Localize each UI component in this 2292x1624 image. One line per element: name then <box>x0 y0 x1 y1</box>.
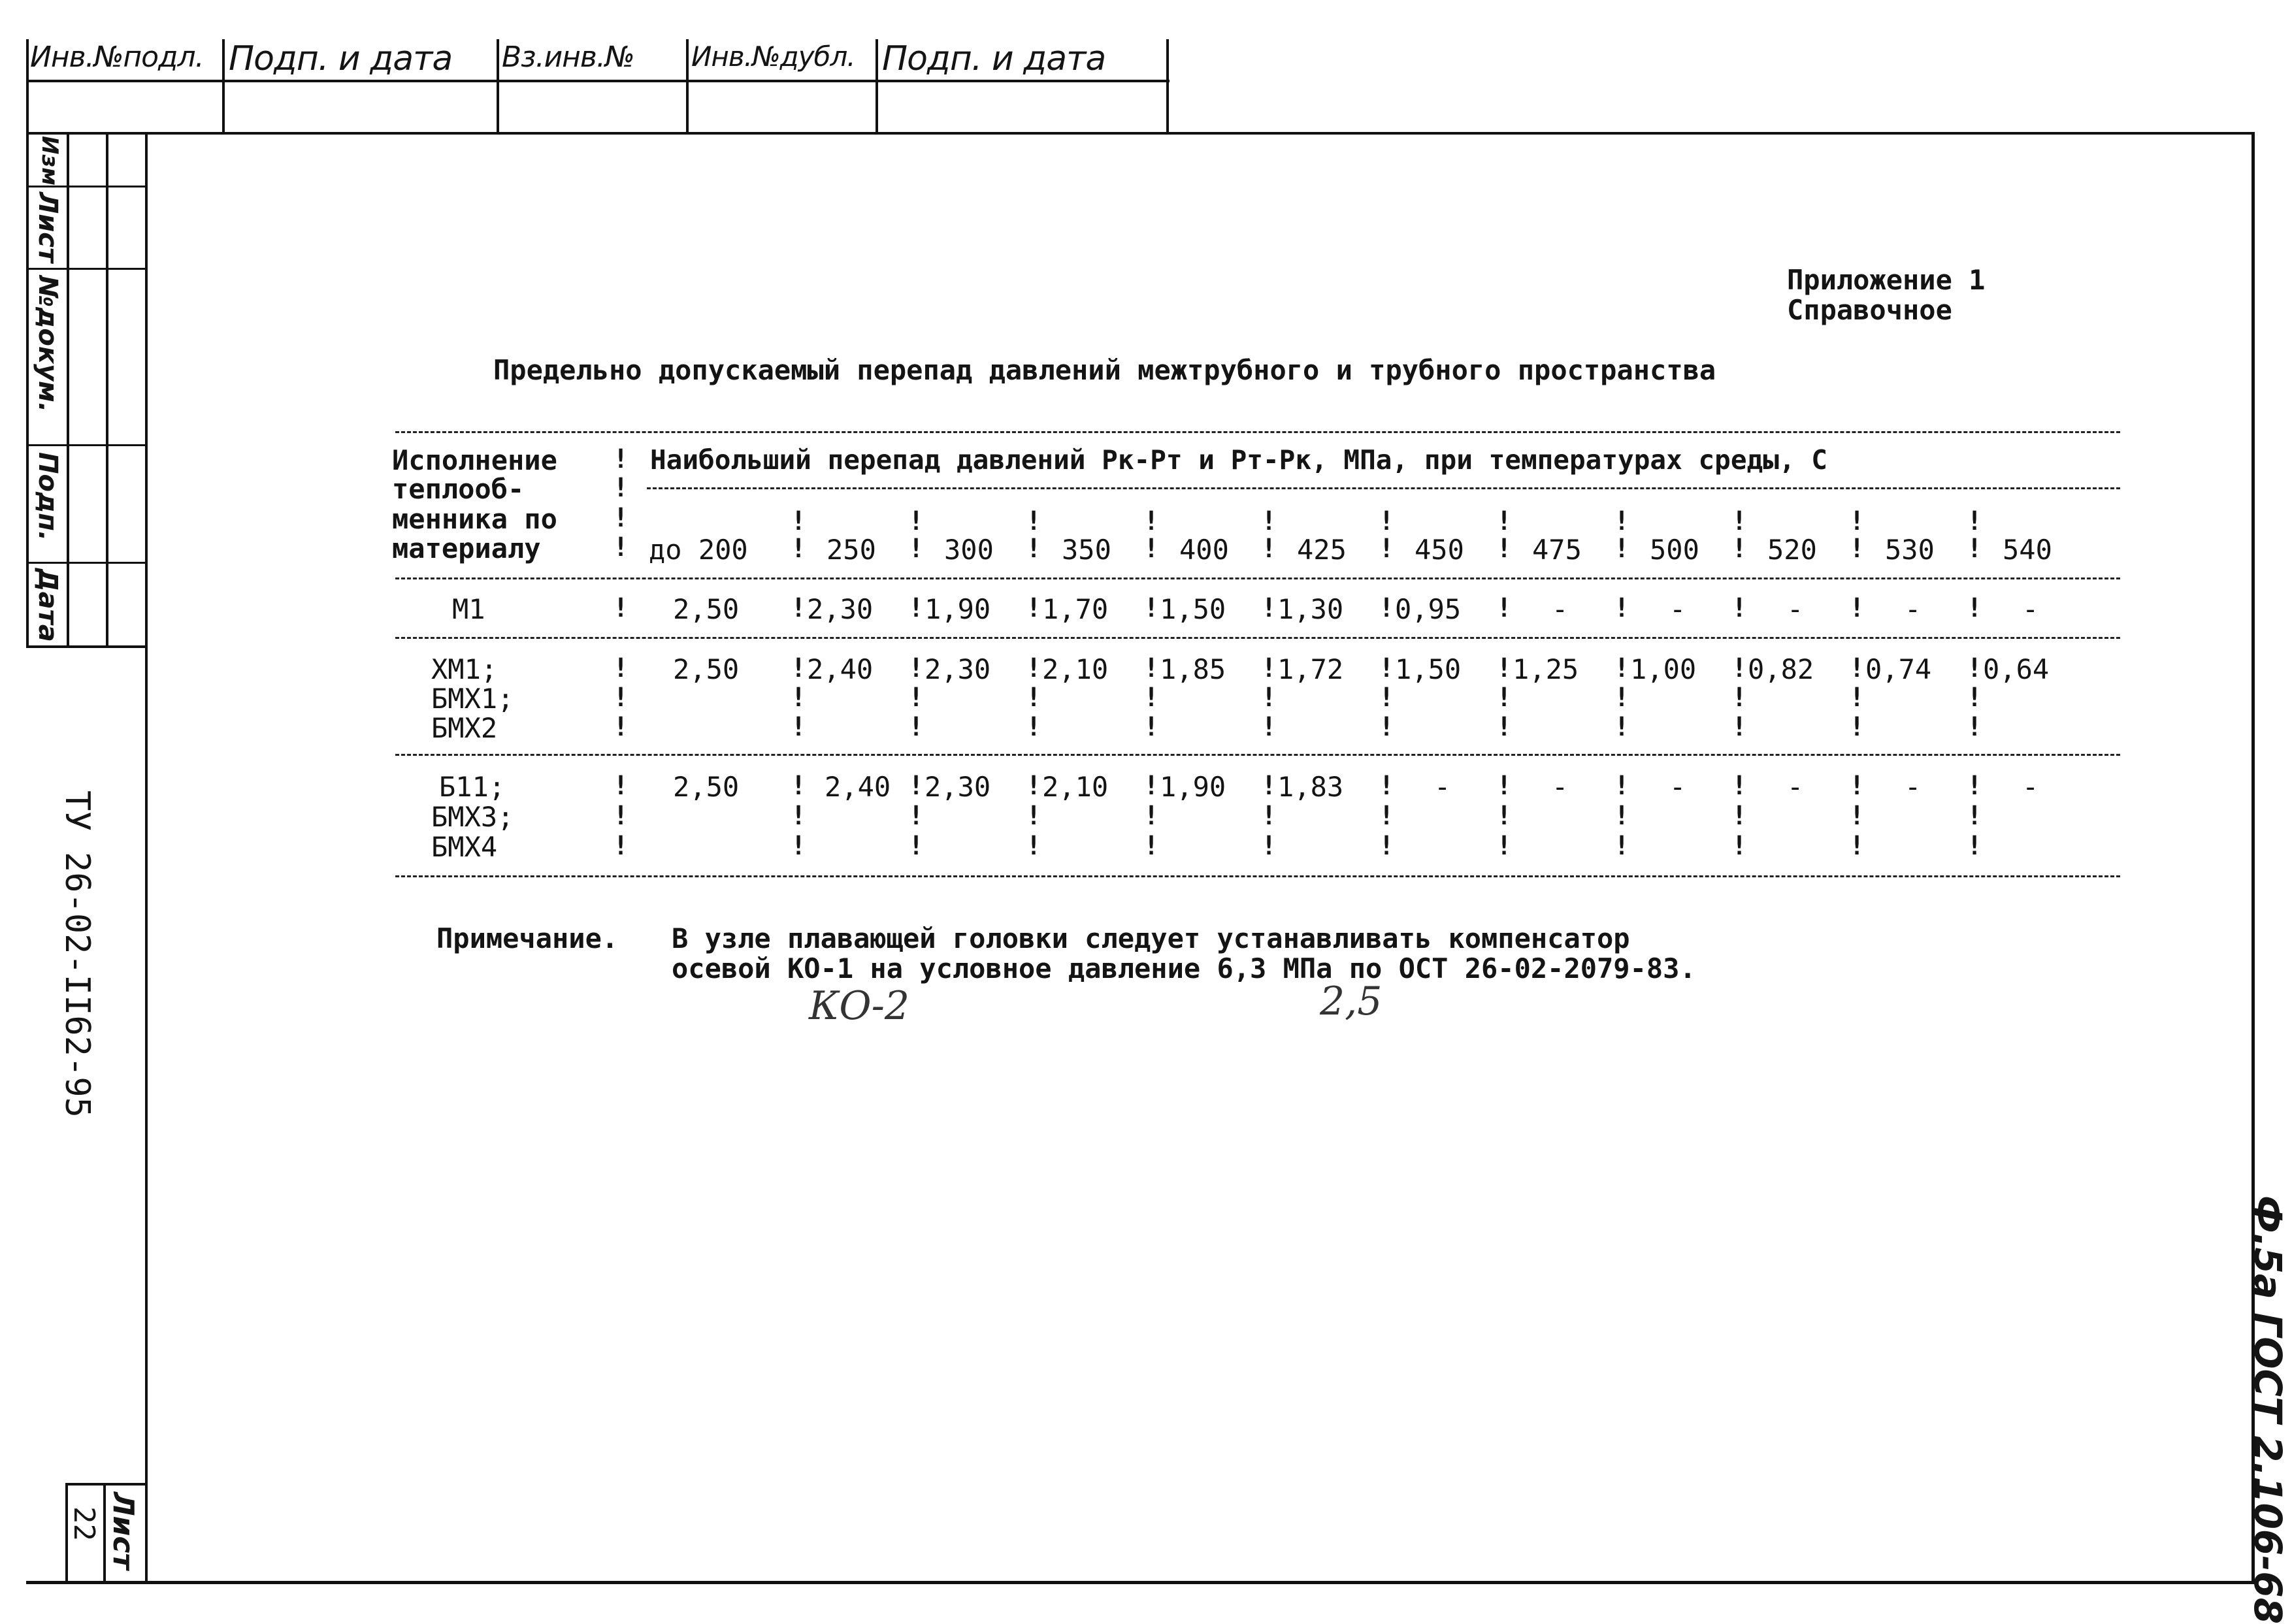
col-separator: ! <box>1379 712 1395 742</box>
table-rule-row1 <box>395 637 2120 639</box>
document-code: ТУ 26-02-II62-95 <box>57 790 97 1118</box>
temp-header: 450 <box>1415 534 1464 566</box>
col-separator: ! <box>1849 771 1865 801</box>
col1-header-line2: теплооб- <box>392 473 525 505</box>
col1-header-line4: материалу <box>392 532 541 564</box>
temp-header: 250 <box>827 534 876 566</box>
col-separator: ! <box>1849 683 1865 713</box>
col-separator: ! <box>1849 653 1865 683</box>
col-separator: ! <box>1261 653 1277 683</box>
col-separator: ! <box>613 653 629 683</box>
table-cell: 2,50 <box>673 771 740 803</box>
col1-header-line1: Исполнение <box>392 444 557 476</box>
col-separator: ! <box>791 831 807 861</box>
col-separator: ! <box>1967 683 1983 713</box>
table-cell: 2,30 <box>925 653 991 685</box>
col-separator: ! <box>1731 771 1748 801</box>
table-row-2-material: БМХ1; <box>431 683 514 715</box>
col-separator: ! <box>613 593 629 623</box>
col-separator: ! <box>1731 683 1748 713</box>
col-separator: ! <box>1731 506 1748 536</box>
col-separator: ! <box>908 831 925 861</box>
col-separator: ! <box>1496 593 1513 623</box>
col-separator: ! <box>1026 801 1042 831</box>
table-cell: - <box>2022 771 2039 803</box>
table-cell: 1,00 <box>1630 653 1697 685</box>
col-separator: ! <box>1731 831 1748 861</box>
note-line-1: В узле плавающей головки следует устанавливать компенсатор <box>672 922 1630 954</box>
sheet-label: Лист <box>106 1492 140 1570</box>
col-separator: ! <box>613 683 629 713</box>
col-separator: ! <box>1614 771 1630 801</box>
col-separator: ! <box>791 683 807 713</box>
col-separator: ! <box>908 771 925 801</box>
table-cell: 1,83 <box>1277 771 1344 803</box>
col-separator: ! <box>613 771 629 801</box>
col-separator: ! <box>1261 683 1277 713</box>
table-cell: 2,40 <box>825 771 891 803</box>
col-separator: ! <box>1143 801 1160 831</box>
handwritten-correction-pressure: 2,5 <box>1320 979 1383 1024</box>
table-cell: - <box>1669 771 1686 803</box>
col-separator: ! <box>1261 712 1277 742</box>
col-separator: ! <box>1026 712 1042 742</box>
col-separator: ! <box>1849 712 1865 742</box>
col-separator: ! <box>1967 534 1983 564</box>
col-separator: ! <box>1496 801 1513 831</box>
col-separator: ! <box>1967 771 1983 801</box>
col-separator: ! <box>1967 831 1983 861</box>
table-cell: - <box>1787 593 1804 625</box>
col-separator: ! <box>1379 771 1395 801</box>
col-separator: ! <box>908 534 925 564</box>
table-cell: 2,40 <box>807 653 874 685</box>
stamp-vz-inv: Вз.инв.№ <box>502 41 634 74</box>
col-separator: ! <box>1967 593 1983 623</box>
table-cell: 2,10 <box>1042 653 1109 685</box>
table-cell: 2,10 <box>1042 771 1109 803</box>
table-rule-subheader <box>647 487 2120 489</box>
col-separator: ! <box>613 503 629 533</box>
table-rule-top <box>395 431 2120 433</box>
col-separator: ! <box>1379 831 1395 861</box>
stamp-inv-dubl: Инв.№дубл. <box>691 41 855 73</box>
temp-header: 500 <box>1650 534 1699 566</box>
col-separator: ! <box>791 506 807 536</box>
temp-header: 350 <box>1062 534 1111 566</box>
table-cell: 1,70 <box>1042 593 1109 625</box>
col-separator: ! <box>1614 683 1630 713</box>
col-separator: ! <box>1496 534 1513 564</box>
note-label: Примечание. <box>436 922 619 954</box>
temp-header: 475 <box>1532 534 1582 566</box>
group-header: Наибольший перепад давлений Рк-Рт и Рт-Рк, МПа, при температурах среды, С <box>650 444 1827 476</box>
table-cell: 1,72 <box>1277 653 1344 685</box>
col-separator: ! <box>1731 712 1748 742</box>
col-separator: ! <box>1849 831 1865 861</box>
table-cell: 0,64 <box>1983 653 2050 685</box>
table-cell: - <box>2022 593 2039 625</box>
col-separator: ! <box>613 712 629 742</box>
table-cell: 1,90 <box>1160 771 1226 803</box>
col-separator: ! <box>1379 653 1395 683</box>
col-separator: ! <box>908 506 925 536</box>
col-separator: ! <box>613 444 629 474</box>
table-row-2-material: БМХ2 <box>431 712 498 744</box>
table-cell: 1,90 <box>925 593 991 625</box>
col-separator: ! <box>908 593 925 623</box>
table-cell: 2,50 <box>673 653 740 685</box>
col-separator: ! <box>613 831 629 861</box>
col-separator: ! <box>1614 653 1630 683</box>
table-cell: - <box>1787 771 1804 803</box>
col-separator: ! <box>1143 653 1160 683</box>
table-cell: 1,25 <box>1513 653 1579 685</box>
table-cell: - <box>1669 593 1686 625</box>
col-separator: ! <box>613 532 629 562</box>
table-cell: 1,85 <box>1160 653 1226 685</box>
col-separator: ! <box>1261 506 1277 536</box>
table-rule-header-bottom <box>395 577 2120 579</box>
handwritten-correction-ko2: КО-2 <box>809 983 910 1029</box>
temp-header: 540 <box>2003 534 2052 566</box>
table-cell: - <box>1905 593 1922 625</box>
col-separator: ! <box>1496 712 1513 742</box>
col-separator: ! <box>1143 534 1160 564</box>
col-separator: ! <box>1496 771 1513 801</box>
col-separator: ! <box>1026 831 1042 861</box>
table-rule-bottom <box>395 875 2120 877</box>
temp-header: 400 <box>1179 534 1229 566</box>
stamp-inv-podl: Инв.№подл. <box>30 41 204 74</box>
col-separator: ! <box>1026 534 1042 564</box>
col-separator: ! <box>1967 712 1983 742</box>
stamp-podp-data-1: Подп. и дата <box>229 39 453 78</box>
col-separator: ! <box>1731 653 1748 683</box>
temp-header: 530 <box>1885 534 1935 566</box>
col-separator: ! <box>1026 683 1042 713</box>
reference-label: Справочное <box>1787 294 1952 326</box>
table-cell: 0,74 <box>1865 653 1932 685</box>
col-separator: ! <box>1143 683 1160 713</box>
temp-header: 520 <box>1767 534 1817 566</box>
col-separator: ! <box>1143 771 1160 801</box>
col-separator: ! <box>1496 506 1513 536</box>
page-title: Предельно допускаемый перепад давлений межтрубного и трубного пространства <box>493 354 1716 386</box>
col-separator: ! <box>1261 534 1277 564</box>
col-separator: ! <box>1143 831 1160 861</box>
col-separator: ! <box>1496 653 1513 683</box>
col-separator: ! <box>908 653 925 683</box>
col-separator: ! <box>1614 831 1630 861</box>
col-separator: ! <box>1379 801 1395 831</box>
col-separator: ! <box>1261 831 1277 861</box>
col-separator: ! <box>1379 683 1395 713</box>
col-separator: ! <box>1731 593 1748 623</box>
col-separator: ! <box>1614 593 1630 623</box>
side-label-data: Дата <box>33 568 63 642</box>
col-separator: ! <box>1849 534 1865 564</box>
col-separator: ! <box>1026 593 1042 623</box>
sheet-number: 22 <box>67 1506 101 1541</box>
col-separator: ! <box>1026 771 1042 801</box>
col-separator: ! <box>1967 653 1983 683</box>
col-separator: ! <box>1143 593 1160 623</box>
col-separator: ! <box>908 801 925 831</box>
col-separator: ! <box>613 473 629 503</box>
table-cell: - <box>1434 771 1451 803</box>
col-separator: ! <box>1967 506 1983 536</box>
stamp-podp-data-2: Подп. и дата <box>882 39 1106 78</box>
table-row-1-material: М1 <box>452 593 485 625</box>
table-cell: 0,82 <box>1748 653 1814 685</box>
table-cell: 1,30 <box>1277 593 1344 625</box>
table-row-3-material: БМХ4 <box>431 831 498 863</box>
col-separator: ! <box>1379 506 1395 536</box>
col-separator: ! <box>791 801 807 831</box>
col-separator: ! <box>1614 506 1630 536</box>
col-separator: ! <box>791 653 807 683</box>
col-separator: ! <box>791 593 807 623</box>
col-separator: ! <box>1967 801 1983 831</box>
col-separator: ! <box>1849 593 1865 623</box>
col-separator: ! <box>1379 593 1395 623</box>
table-row-3-material: БМХ3; <box>431 801 514 833</box>
appendix-label: Приложение 1 <box>1787 264 1986 296</box>
temp-header: 425 <box>1297 534 1347 566</box>
table-row-3-material: Б11; <box>439 771 506 803</box>
table-cell: - <box>1905 771 1922 803</box>
table-cell: 1,50 <box>1160 593 1226 625</box>
table-cell: - <box>1552 771 1569 803</box>
col-separator: ! <box>613 801 629 831</box>
table-cell: 2,30 <box>807 593 874 625</box>
col-separator: ! <box>1849 801 1865 831</box>
col-separator: ! <box>791 534 807 564</box>
col-separator: ! <box>1261 771 1277 801</box>
col-separator: ! <box>1849 506 1865 536</box>
col-separator: ! <box>1026 506 1042 536</box>
note-line-2: осевой КО-1 на условное давление 6,3 МПа по ОСТ 26-02-2079-83. <box>672 952 1696 984</box>
col-separator: ! <box>1614 801 1630 831</box>
table-cell: 2,50 <box>673 593 740 625</box>
temp-header: 300 <box>944 534 994 566</box>
col-separator: ! <box>1731 801 1748 831</box>
col1-header-line3: менника по <box>392 503 557 535</box>
side-label-izm: Изм <box>37 136 63 186</box>
col-separator: ! <box>1496 831 1513 861</box>
form-note: Ф.5а ГОСТ 2.106-68 <box>2246 1195 2290 1624</box>
col-separator: ! <box>1143 506 1160 536</box>
table-cell: - <box>1552 593 1569 625</box>
col-separator: ! <box>1731 534 1748 564</box>
side-label-list: Лист <box>33 192 63 263</box>
col-separator: ! <box>1614 712 1630 742</box>
col-separator: ! <box>908 683 925 713</box>
col-separator: ! <box>791 771 807 801</box>
col-separator: ! <box>1614 534 1630 564</box>
col-separator: ! <box>1379 534 1395 564</box>
col-separator: ! <box>1143 712 1160 742</box>
table-cell: 1,50 <box>1395 653 1462 685</box>
col-separator: ! <box>1496 683 1513 713</box>
table-row-2-material: ХМ1; <box>431 653 498 685</box>
col-separator: ! <box>1026 653 1042 683</box>
side-label-podp: Подп. <box>33 452 63 542</box>
table-rule-row2 <box>395 754 2120 756</box>
side-label-ndokum: №докум. <box>33 276 63 413</box>
col-separator: ! <box>1261 801 1277 831</box>
col-separator: ! <box>1261 593 1277 623</box>
table-cell: 2,30 <box>925 771 991 803</box>
table-cell: 0,95 <box>1395 593 1462 625</box>
temp-header: до 200 <box>649 534 748 566</box>
col-separator: ! <box>908 712 925 742</box>
col-separator: ! <box>791 712 807 742</box>
